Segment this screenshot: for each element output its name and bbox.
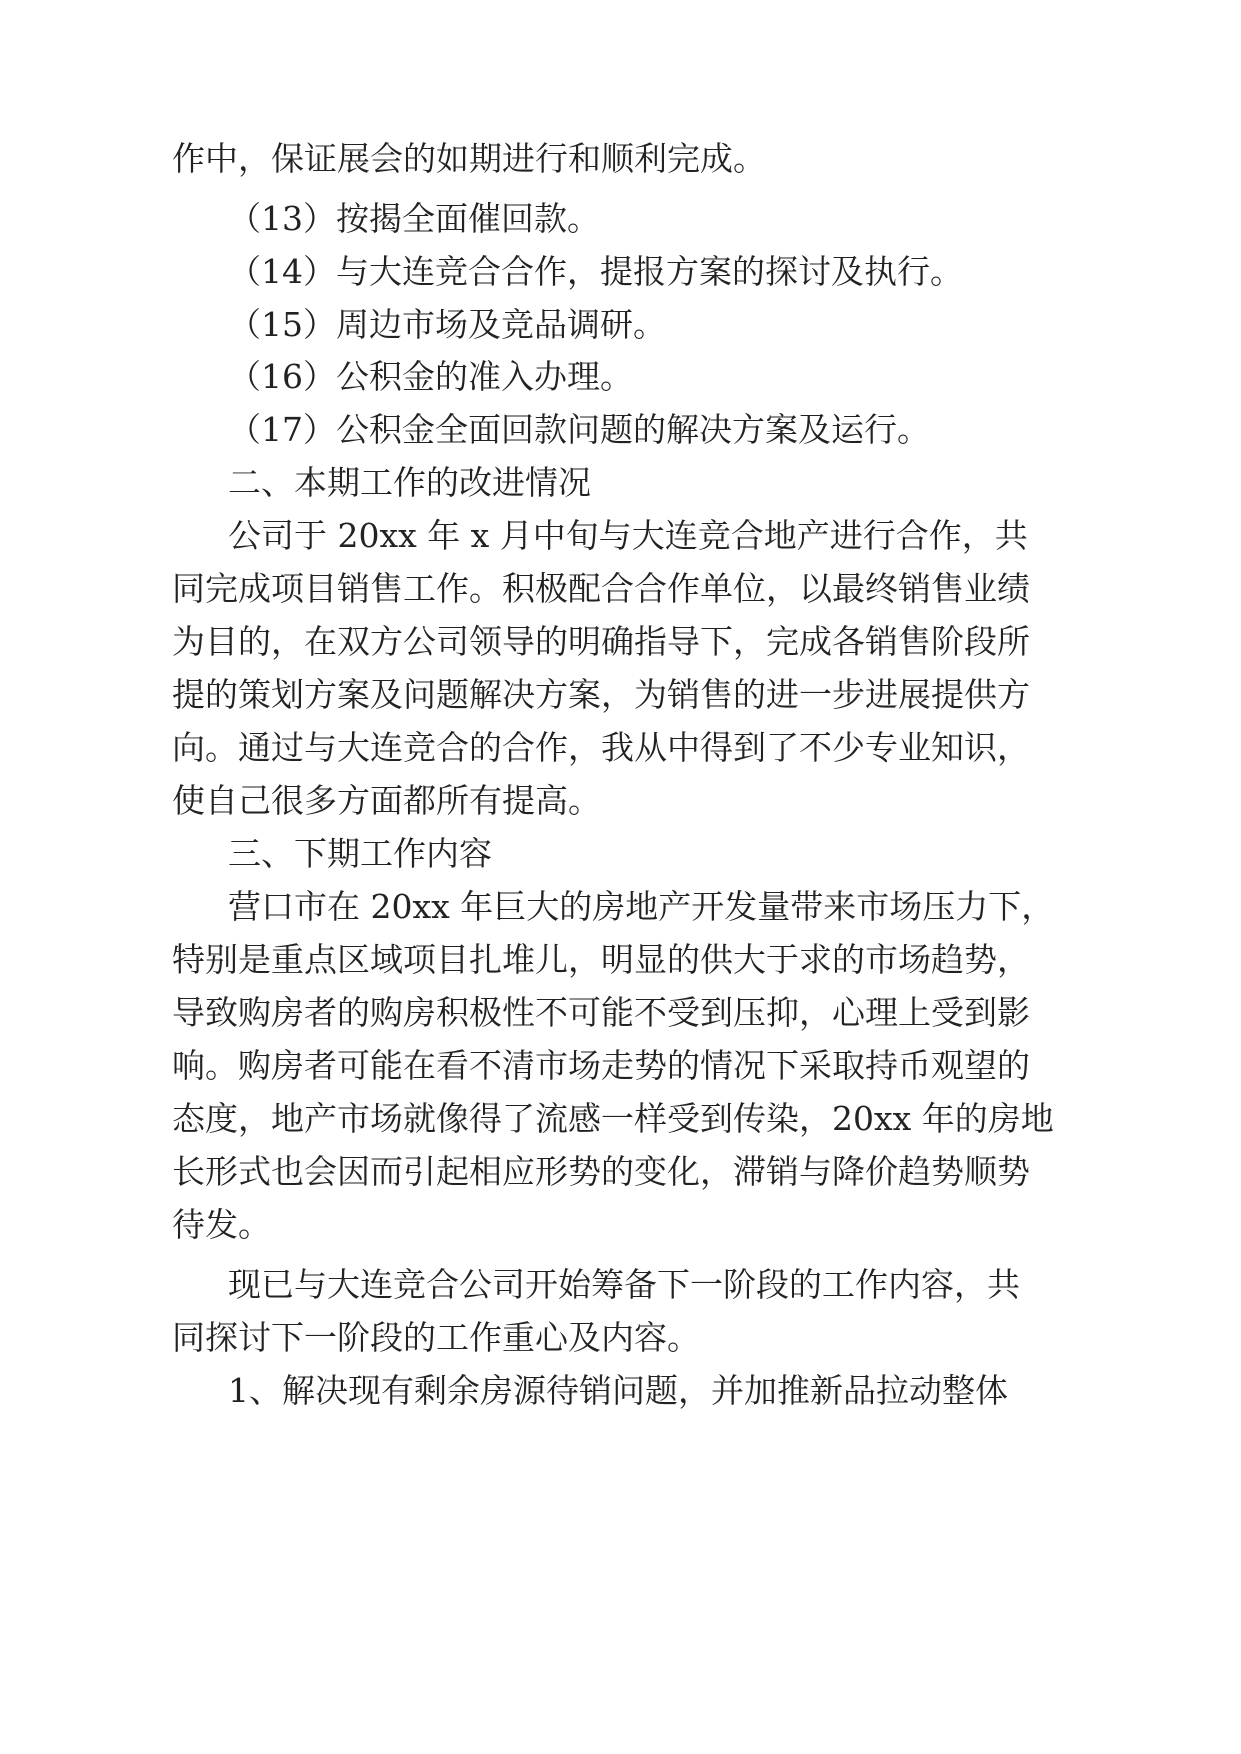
list-item-17: （17）公积金全面回款问题的解决方案及运行。 <box>228 410 930 449</box>
text-line: 导致购房者的购房积极性不可能不受到压抑，心理上受到影 <box>172 993 1030 1032</box>
text-line: 现已与大连竞合公司开始筹备下一阶段的工作内容，共 <box>228 1265 1020 1304</box>
text-line: 作中，保证展会的如期进行和顺利完成。 <box>172 139 766 178</box>
list-item-14: （14）与大连竞合合作，提报方案的探讨及执行。 <box>228 252 963 291</box>
text-line: 同探讨下一阶段的工作重心及内容。 <box>172 1318 700 1357</box>
section-heading-3: 三、下期工作内容 <box>228 834 492 873</box>
text-line: 为目的，在双方公司领导的明确指导下，完成各销售阶段所 <box>172 622 1030 661</box>
text-line: 响。购房者可能在看不清市场走势的情况下采取持币观望的 <box>172 1046 1030 1085</box>
list-item-1: 1、解决现有剩余房源待销问题，并加推新品拉动整体 <box>228 1371 1008 1410</box>
list-item-16: （16）公积金的准入办理。 <box>228 357 633 396</box>
section-heading-2: 二、本期工作的改进情况 <box>228 463 591 502</box>
text-line: 特别是重点区域项目扎堆儿，明显的供大于求的市场趋势， <box>172 940 1030 979</box>
list-item-13: （13）按揭全面催回款。 <box>228 199 600 238</box>
text-line: 公司于 20xx 年 x 月中旬与大连竞合地产进行合作，共 <box>228 516 1028 555</box>
list-item-15: （15）周边市场及竞品调研。 <box>228 305 666 344</box>
text-line: 营口市在 20xx 年巨大的房地产开发量带来市场压力下， <box>228 887 1055 926</box>
text-line: 待发。 <box>172 1205 271 1244</box>
text-line: 态度，地产市场就像得了流感一样受到传染，20xx 年的房地 <box>172 1099 1054 1138</box>
text-line: 同完成项目销售工作。积极配合合作单位，以最终销售业绩 <box>172 569 1030 608</box>
text-line: 长形式也会因而引起相应形势的变化，滞销与降价趋势顺势 <box>172 1152 1030 1191</box>
text-line: 使自己很多方面都所有提高。 <box>172 781 601 820</box>
text-line: 提的策划方案及问题解决方案，为销售的进一步进展提供方 <box>172 675 1030 714</box>
text-line: 向。通过与大连竞合的合作，我从中得到了不少专业知识， <box>172 728 1030 767</box>
